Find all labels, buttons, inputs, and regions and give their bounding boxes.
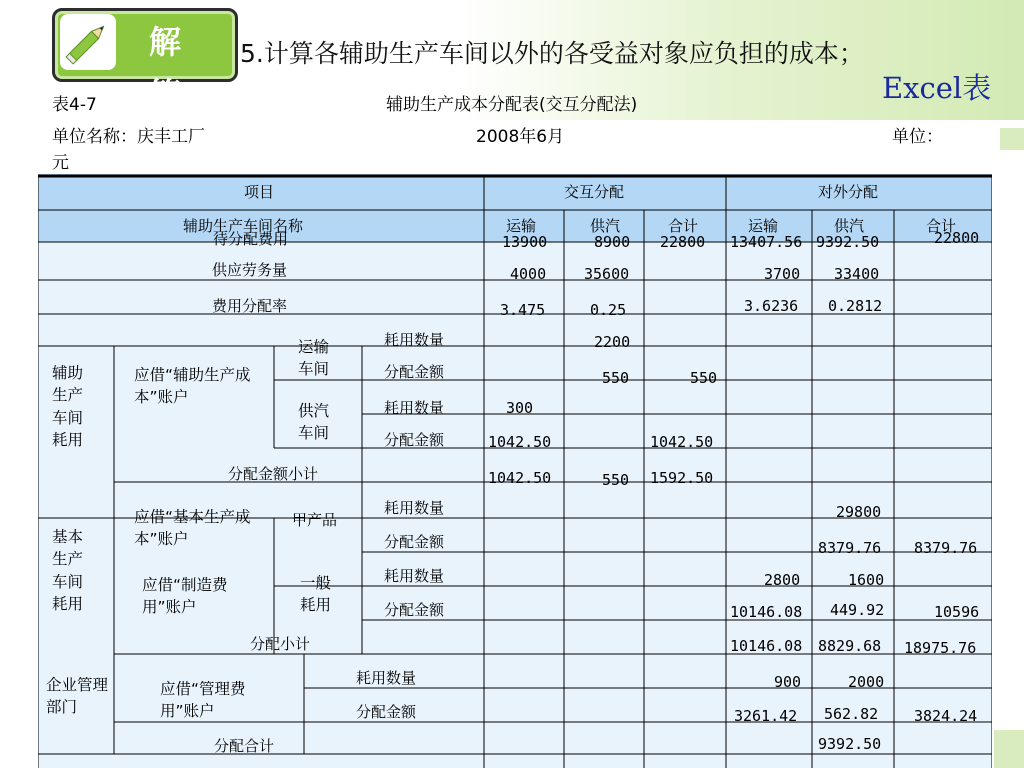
basic-g-amt-transport: 10146.08	[730, 603, 803, 621]
table-number: 表4-7	[52, 95, 97, 115]
unit-label: 单位：	[892, 127, 943, 147]
report-date: 2008年6月	[476, 127, 565, 147]
basic-a-amt-total: 8379.76	[914, 539, 978, 557]
cost-e-total: 22800	[934, 229, 980, 247]
admin-qty-transport: 900	[774, 673, 802, 691]
admin-amt-transport: 3261.42	[734, 707, 798, 725]
basic-subtotal-transport: 10146.08	[730, 637, 803, 655]
basic-a-qty-steam: 29800	[836, 503, 882, 521]
instruction-heading: 5.计算各辅助生产车间以外的各受益对象应负担的成本；	[240, 39, 864, 68]
rate-e-steam: 0.2812	[828, 297, 883, 315]
aux-subtotal-transport: 1042.50	[488, 469, 552, 487]
aux-subtotal-label: 分配金额小计	[228, 465, 319, 483]
cost-i-steam: 8900	[594, 233, 631, 251]
basic-group-label: 基本生产车间耗用	[52, 528, 84, 614]
aux-s-amt-total: 1042.50	[650, 433, 714, 451]
header-external-allocation: 对外分配	[818, 183, 879, 201]
rate-e-transport: 3.6236	[744, 297, 799, 315]
basic-subtotal-label: 分配小计	[250, 635, 311, 653]
rate-i-steam: 0.25	[590, 301, 627, 319]
basic-g-qty-transport: 2800	[764, 571, 801, 589]
admin-amt-steam: 562.82	[824, 705, 879, 723]
basic-g-amt-total: 10596	[934, 603, 980, 621]
aux-t-amt-total: 550	[690, 369, 718, 387]
qty-e-steam: 33400	[834, 265, 880, 283]
header-project: 项目	[244, 183, 275, 201]
admin-qty-label: 耗用数量	[356, 669, 417, 687]
admin-group-label: 企业管理部门	[46, 676, 109, 717]
aux-t-qty-label: 耗用数量	[384, 331, 445, 349]
aux-s-qty-transport: 300	[506, 399, 534, 417]
basic-g-qty-steam: 1600	[848, 571, 885, 589]
basic-a-amt-steam: 8379.76	[818, 539, 882, 557]
header-e-transport: 运输	[748, 217, 779, 235]
excel-link[interactable]: Excel表	[882, 71, 992, 105]
qty-i-transport: 4000	[510, 265, 547, 283]
aux-account-label: 应借“辅助生产成本”账户	[134, 366, 251, 407]
aux-s-amt-transport: 1042.50	[488, 433, 552, 451]
pencil-icon	[60, 14, 116, 70]
aux-transport-dept: 运输车间	[298, 338, 330, 379]
aux-subtotal-steam: 550	[602, 471, 630, 489]
cost-e-transport: 13407.56	[730, 233, 803, 251]
header-e-steam: 供汽	[834, 217, 865, 235]
header-e-total: 合计	[926, 217, 957, 235]
header-i-total: 合计	[668, 217, 699, 235]
aux-t-qty-steam: 2200	[594, 333, 631, 351]
admin-amt-label: 分配金额	[356, 703, 417, 721]
basic-g-amt-steam: 449.92	[830, 601, 885, 619]
admin-qty-steam: 2000	[848, 673, 885, 691]
table-title: 辅助生产成本分配表(交互分配法)	[386, 95, 638, 115]
qty-e-transport: 3700	[764, 265, 801, 283]
basic-account2-label: 应借“制造费用”账户	[142, 576, 228, 617]
row-service-qty-label: 供应劳务量	[212, 261, 288, 279]
grand-total-label: 分配合计	[214, 737, 275, 755]
basic-general-use: 一般耗用	[300, 574, 332, 615]
row-cost-label: 待分配费用	[213, 230, 289, 248]
unit-value: 元	[52, 153, 69, 173]
admin-amt-total: 3824.24	[914, 707, 978, 725]
allocation-table	[38, 174, 992, 768]
corner-decoration	[994, 730, 1024, 768]
aux-s-amt-label: 分配金额	[384, 431, 445, 449]
cost-i-total: 22800	[660, 233, 706, 251]
basic-product-a: 甲产品	[292, 511, 338, 529]
row-rate-label: 费用分配率	[212, 297, 288, 315]
header-interactive-allocation: 交互分配	[564, 183, 625, 201]
aux-s-qty-label: 耗用数量	[384, 399, 445, 417]
admin-account-label: 应借“管理费用”账户	[160, 680, 246, 721]
cost-e-steam: 9392.50	[816, 233, 880, 251]
basic-subtotal-steam: 8829.68	[818, 637, 882, 655]
header-i-transport: 运输	[506, 217, 537, 235]
basic-a-qty-label: 耗用数量	[384, 499, 445, 517]
qty-i-steam: 35600	[584, 265, 630, 283]
rate-i-transport: 3.475	[500, 301, 546, 319]
basic-a-amt-label: 分配金额	[384, 533, 445, 551]
answer-badge-label: 解 答	[148, 23, 195, 113]
unit-name: 单位名称：庆丰工厂	[52, 127, 205, 147]
aux-t-amt-steam: 550	[602, 369, 630, 387]
basic-g-amt-label: 分配金额	[384, 601, 445, 619]
aux-group-label: 辅助生产车间耗用	[52, 364, 84, 450]
header-workshop-name: 辅助生产车间名称	[183, 217, 304, 235]
header-i-steam: 供汽	[590, 217, 621, 235]
basic-subtotal-total: 18975.76	[904, 639, 977, 657]
aux-subtotal-total: 1592.50	[650, 469, 714, 487]
basic-account1-label: 应借“基本生产成本”账户	[134, 508, 251, 549]
aux-t-amt-label: 分配金额	[384, 363, 445, 381]
cost-i-transport: 13900	[502, 233, 548, 251]
basic-g-qty-label: 耗用数量	[384, 567, 445, 585]
grand-total-steam: 9392.50	[818, 735, 882, 753]
aux-steam-dept: 供汽车间	[298, 402, 330, 443]
corner-decoration	[1000, 128, 1024, 150]
